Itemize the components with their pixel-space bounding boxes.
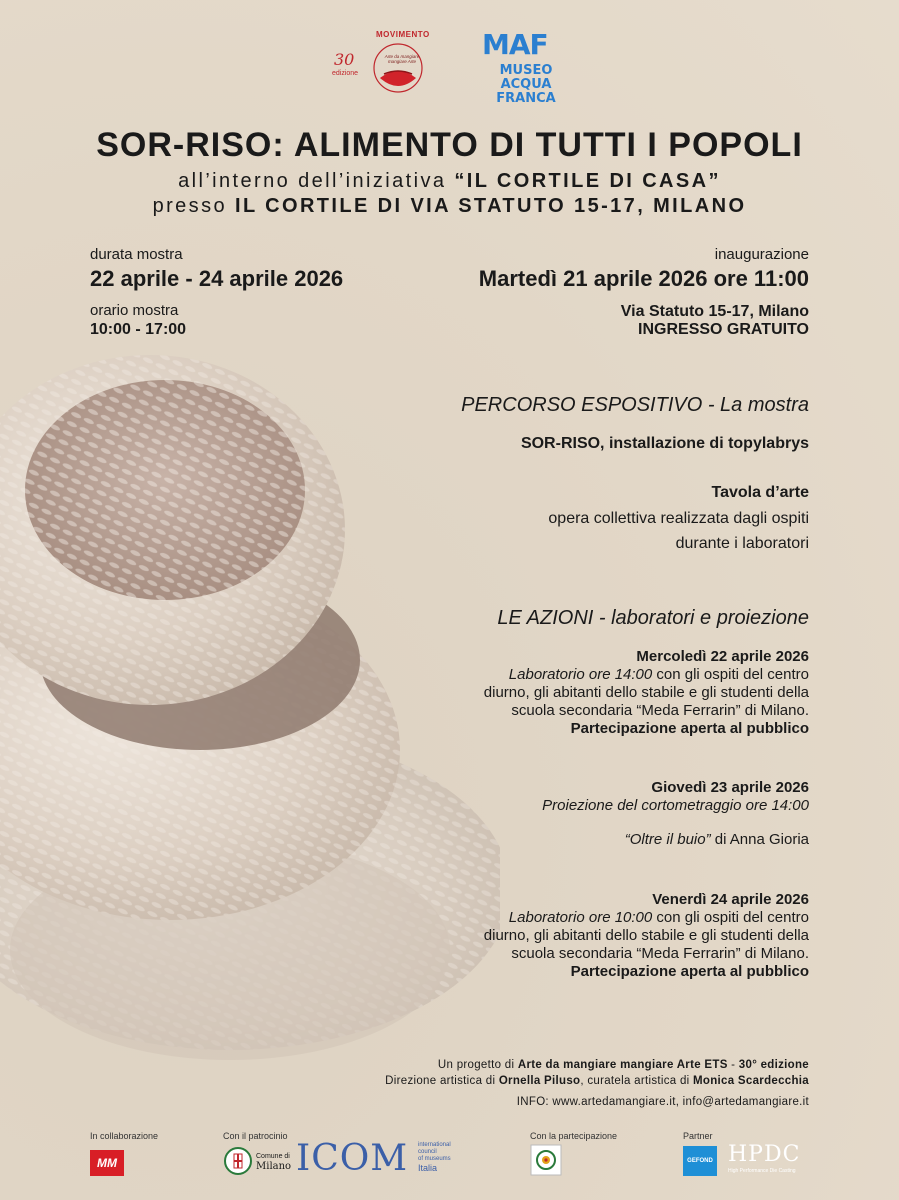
credits-line1 <box>438 1059 809 1071</box>
maf-logo <box>468 28 578 106</box>
credits-info: INFO: www.artedamangiare.it, info@artedamangiare.it <box>516 1096 809 1108</box>
tavola-line1: opera collettiva realizzata dagli ospiti <box>548 510 809 527</box>
durata-value: 22 aprile - 24 aprile 2026 <box>90 266 344 291</box>
icom-logo: ICOM <box>296 1138 409 1179</box>
event-footer: Partecipazione aperta al pubblico <box>570 720 809 737</box>
event-1 <box>389 648 809 738</box>
icom-sub-2: council <box>418 1149 437 1155</box>
lips-icon <box>368 34 428 96</box>
subtitle-line2-bold: IL CORTILE DI VIA STATUTO 15-17, MILANO <box>234 195 747 217</box>
event-line1-rest: con gli ospiti del centro <box>652 666 809 683</box>
comune-small-text: Comune di <box>256 1153 290 1160</box>
tavola-line2: durante i laboratori <box>675 535 809 552</box>
orario-value: 10:00 - 17:00 <box>90 321 187 338</box>
durata-label: durata mostra <box>90 246 183 263</box>
event-line1: Proiezione del cortometraggio ore 14:00 <box>542 797 809 814</box>
maf-line1: MUSEO <box>499 63 553 78</box>
logo-30-text: 30 <box>334 50 355 69</box>
patrocinio-label: Con il patrocinio <box>223 1131 288 1141</box>
partecipazione-logo-icon <box>530 1144 562 1176</box>
event-date: Giovedì 23 aprile 2026 <box>651 779 809 796</box>
comune-big-text: Milano <box>256 1161 292 1172</box>
icom-subtext <box>418 1142 451 1173</box>
comune-milano-crest-icon <box>222 1146 254 1176</box>
logo-movimento-sub: Arte da mangiare mangiare Arte <box>384 54 420 64</box>
percorso-install: SOR-RISO, installazione di topylabrys <box>520 435 809 452</box>
percorso-heading: PERCORSO ESPOSITIVO - La mostra <box>461 394 809 416</box>
event-film <box>389 831 809 849</box>
credits-org: Arte da mangiare mangiare Arte ETS <box>517 1059 728 1071</box>
hpdc-sub: High Performance Die Casting <box>728 1168 796 1174</box>
event-time: Laboratorio ore 14:00 <box>508 666 653 683</box>
event-time: Laboratorio ore 10:00 <box>508 909 653 926</box>
credits-prefix: Un progetto di <box>437 1059 518 1071</box>
subtitle-line2 <box>0 195 899 218</box>
event-3 <box>389 891 809 981</box>
orario-label: orario mostra <box>90 302 179 319</box>
event-line1 <box>389 909 809 927</box>
event-line3: scuola secondaria “Meda Ferrarin” di Milano. <box>511 945 809 962</box>
event-date: Mercoledì 22 aprile 2026 <box>636 648 809 665</box>
logo-edizione-text: edizione <box>332 70 359 77</box>
inaugurazione-value: Martedì 21 aprile 2026 ore 11:00 <box>478 266 809 291</box>
event-date: Venerdì 24 aprile 2026 <box>652 891 809 908</box>
event-film-author: di Anna Gioria <box>710 831 809 848</box>
ingresso: INGRESSO GRATUITO <box>638 321 809 338</box>
poster-title: SOR-RISO: ALIMENTO DI TUTTI I POPOLI <box>96 126 803 164</box>
event-line1-rest: con gli ospiti del centro <box>652 909 809 926</box>
collab-label: In collaborazione <box>90 1131 159 1141</box>
mm-logo: MM <box>90 1150 124 1176</box>
icom-italia: Italia <box>418 1163 438 1173</box>
maf-line2: ACQUA FRANCA <box>496 77 556 106</box>
event-2 <box>389 779 809 849</box>
event-line1 <box>389 666 809 684</box>
address: Via Statuto 15-17, Milano <box>620 303 809 320</box>
credits-curator-label: , curatela artistica di <box>580 1075 694 1087</box>
icom-sub-1: international <box>418 1142 451 1148</box>
credits-curator: Monica Scardecchia <box>693 1075 809 1087</box>
maf-short-text: MAF <box>482 28 548 61</box>
credits-direction-label: Direzione artistica di <box>385 1075 499 1087</box>
azioni-heading: LE AZIONI - laboratori e proiezione <box>497 607 809 629</box>
subtitle-line1-prefix: all’interno dell’iniziativa <box>178 170 447 192</box>
inaugurazione-label: inaugurazione <box>714 246 809 263</box>
credits-edition: 30° edizione <box>738 1059 809 1071</box>
partner-label: Partner <box>683 1131 713 1141</box>
hpdc-logo: HPDC <box>728 1142 801 1167</box>
partecipazione-label: Con la partecipazione <box>530 1131 618 1141</box>
event-line3: scuola secondaria “Meda Ferrarin” di Milano. <box>511 702 809 719</box>
event-line2: diurno, gli abitanti dello stabile e gli studenti della <box>483 927 809 944</box>
tavola-title: Tavola d’arte <box>711 484 809 501</box>
subtitle-line2-prefix: presso <box>152 195 228 217</box>
event-footer: Partecipazione aperta al pubblico <box>570 963 809 980</box>
credits-director: Ornella Piluso <box>498 1075 581 1087</box>
credits-separator: - <box>727 1059 739 1071</box>
movimento-logo <box>330 28 430 98</box>
event-line2: diurno, gli abitanti dello stabile e gli studenti della <box>483 684 809 701</box>
subtitle-line1-bold: “IL CORTILE DI CASA” <box>454 170 721 192</box>
event-film-title: “Oltre il buio” <box>624 831 711 848</box>
credits-line2 <box>385 1075 809 1087</box>
gefond-logo: GEFOND <box>683 1146 717 1176</box>
logo-movimento-text: MOVIMENTO <box>376 30 430 39</box>
icom-sub-3: of museums <box>418 1156 451 1162</box>
subtitle-line1 <box>0 170 899 193</box>
maf-full-text <box>476 64 576 106</box>
